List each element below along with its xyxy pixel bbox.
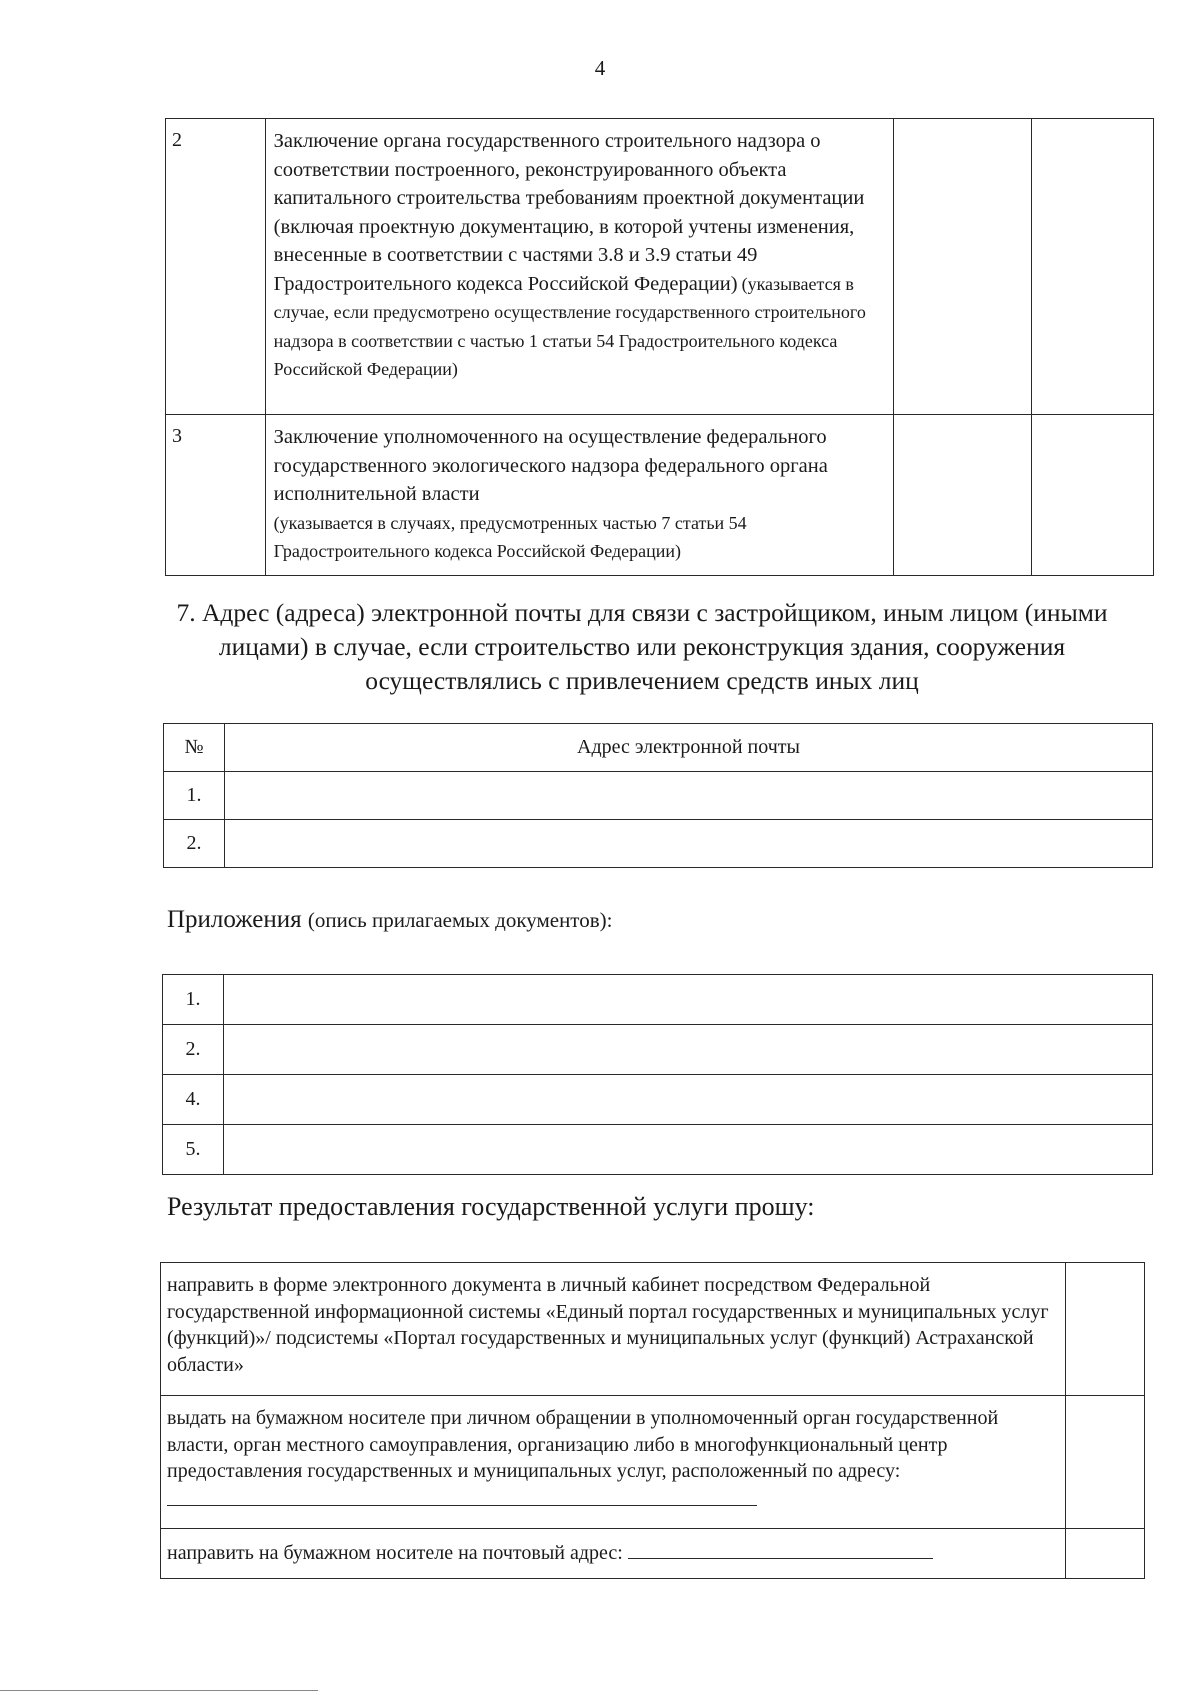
document-title: Заключение уполномоченного на осуществление федерального государственного экологического надзора федерального органа исполнительной власти — [273, 426, 828, 505]
result-option-row — [161, 1529, 1145, 1579]
document-note: (указывается в случаях, предусмотренных частью 7 статьи 54 Градостроительного кодекса Российской Федерации) — [273, 512, 747, 561]
table-row — [164, 772, 1153, 820]
result-options-table — [160, 1262, 1145, 1579]
table-row — [163, 1125, 1153, 1175]
attachments-label — [167, 906, 612, 934]
document-description — [265, 415, 894, 576]
attachments-table — [162, 974, 1153, 1175]
row-number: 2 — [166, 119, 266, 415]
result-option-in-person-text: выдать на бумажном носителе при личном обращении в уполномоченный орган государственной власти, орган местного самоуправления, организацию либо в многофункциональный центр предоставления государственных и муниципальных услуг, расположенный по адресу: — [167, 1407, 999, 1482]
email-field[interactable] — [225, 820, 1153, 868]
row-number: 5. — [163, 1125, 224, 1175]
documents-table — [165, 118, 1154, 576]
document-title: Заключение органа государственного строительного надзора о соответствии построенного, реконструированного объекта капитального строительства требованиям проектной документации (включая проектную документацию, в которой учтены изменения, внесенные в соответствии с частями 3.8 и 3.9 статьи 49 Градостроительного кодекса Российской Федерации) — [273, 130, 865, 295]
attachments-title: Приложения — [167, 906, 302, 933]
row-number: 1. — [164, 772, 225, 820]
row-number: 2. — [163, 1025, 224, 1075]
result-option-post — [161, 1529, 1066, 1579]
result-option-row — [161, 1396, 1145, 1529]
result-option-post-text: направить на бумажном носителе на почтовый адрес: — [167, 1542, 623, 1564]
blank-cell[interactable] — [1032, 119, 1154, 415]
row-number: 4. — [163, 1075, 224, 1125]
address-fill-line[interactable] — [167, 1485, 757, 1506]
result-option-electronic: направить в форме электронного документа в личный кабинет посредством Федеральной государственной информационной системы «Единый портал государственных и муниципальных услуг (функций)»/ подсистемы «Портал государственных и муниципальных услуг (функций) Астраханской области» — [161, 1263, 1066, 1396]
result-option-row — [161, 1263, 1145, 1396]
table-row — [163, 975, 1153, 1025]
postal-address-fill-line[interactable] — [628, 1538, 933, 1559]
attachment-field[interactable] — [224, 1125, 1153, 1175]
row-number: 1. — [163, 975, 224, 1025]
result-option-checkbox[interactable] — [1066, 1396, 1145, 1529]
table-row — [164, 820, 1153, 868]
attachment-field[interactable] — [224, 975, 1153, 1025]
table-row — [166, 415, 1154, 576]
blank-cell[interactable] — [894, 415, 1032, 576]
attachments-note: (опись прилагаемых документов): — [307, 908, 613, 932]
table-row — [163, 1075, 1153, 1125]
attachment-field[interactable] — [224, 1075, 1153, 1125]
table-row — [166, 119, 1154, 415]
column-header-email: Адрес электронной почты — [225, 724, 1153, 772]
column-header-number: № — [164, 724, 225, 772]
footer-divider — [0, 1690, 318, 1691]
blank-cell[interactable] — [894, 119, 1032, 415]
result-option-in-person — [161, 1396, 1066, 1529]
table-row — [163, 1025, 1153, 1075]
result-option-checkbox[interactable] — [1066, 1263, 1145, 1396]
section-7-heading: 7. Адрес (адреса) электронной почты для связи с застройщиком, иным лицом (иными лицами) в случае, если строительство или реконструкция здания, сооружения осуществлялись с привлечением средств иных лиц — [176, 598, 1108, 695]
attachment-field[interactable] — [224, 1025, 1153, 1075]
row-number: 3 — [166, 415, 266, 576]
result-option-checkbox[interactable] — [1066, 1529, 1145, 1579]
email-table — [163, 723, 1153, 868]
blank-cell[interactable] — [1032, 415, 1154, 576]
document-note: (указывается в случае, если предусмотрено осуществление государственного строительного надзора в соответствии с частью 1 статьи 54 Градостроительного кодекса Российской Федерации) — [273, 273, 866, 379]
email-field[interactable] — [225, 772, 1153, 820]
page-number: 4 — [594, 56, 606, 80]
row-number: 2. — [164, 820, 225, 868]
document-description — [265, 119, 894, 415]
table-header-row — [164, 724, 1153, 772]
result-label: Результат предоставления государственной услуги прошу: — [167, 1192, 815, 1221]
